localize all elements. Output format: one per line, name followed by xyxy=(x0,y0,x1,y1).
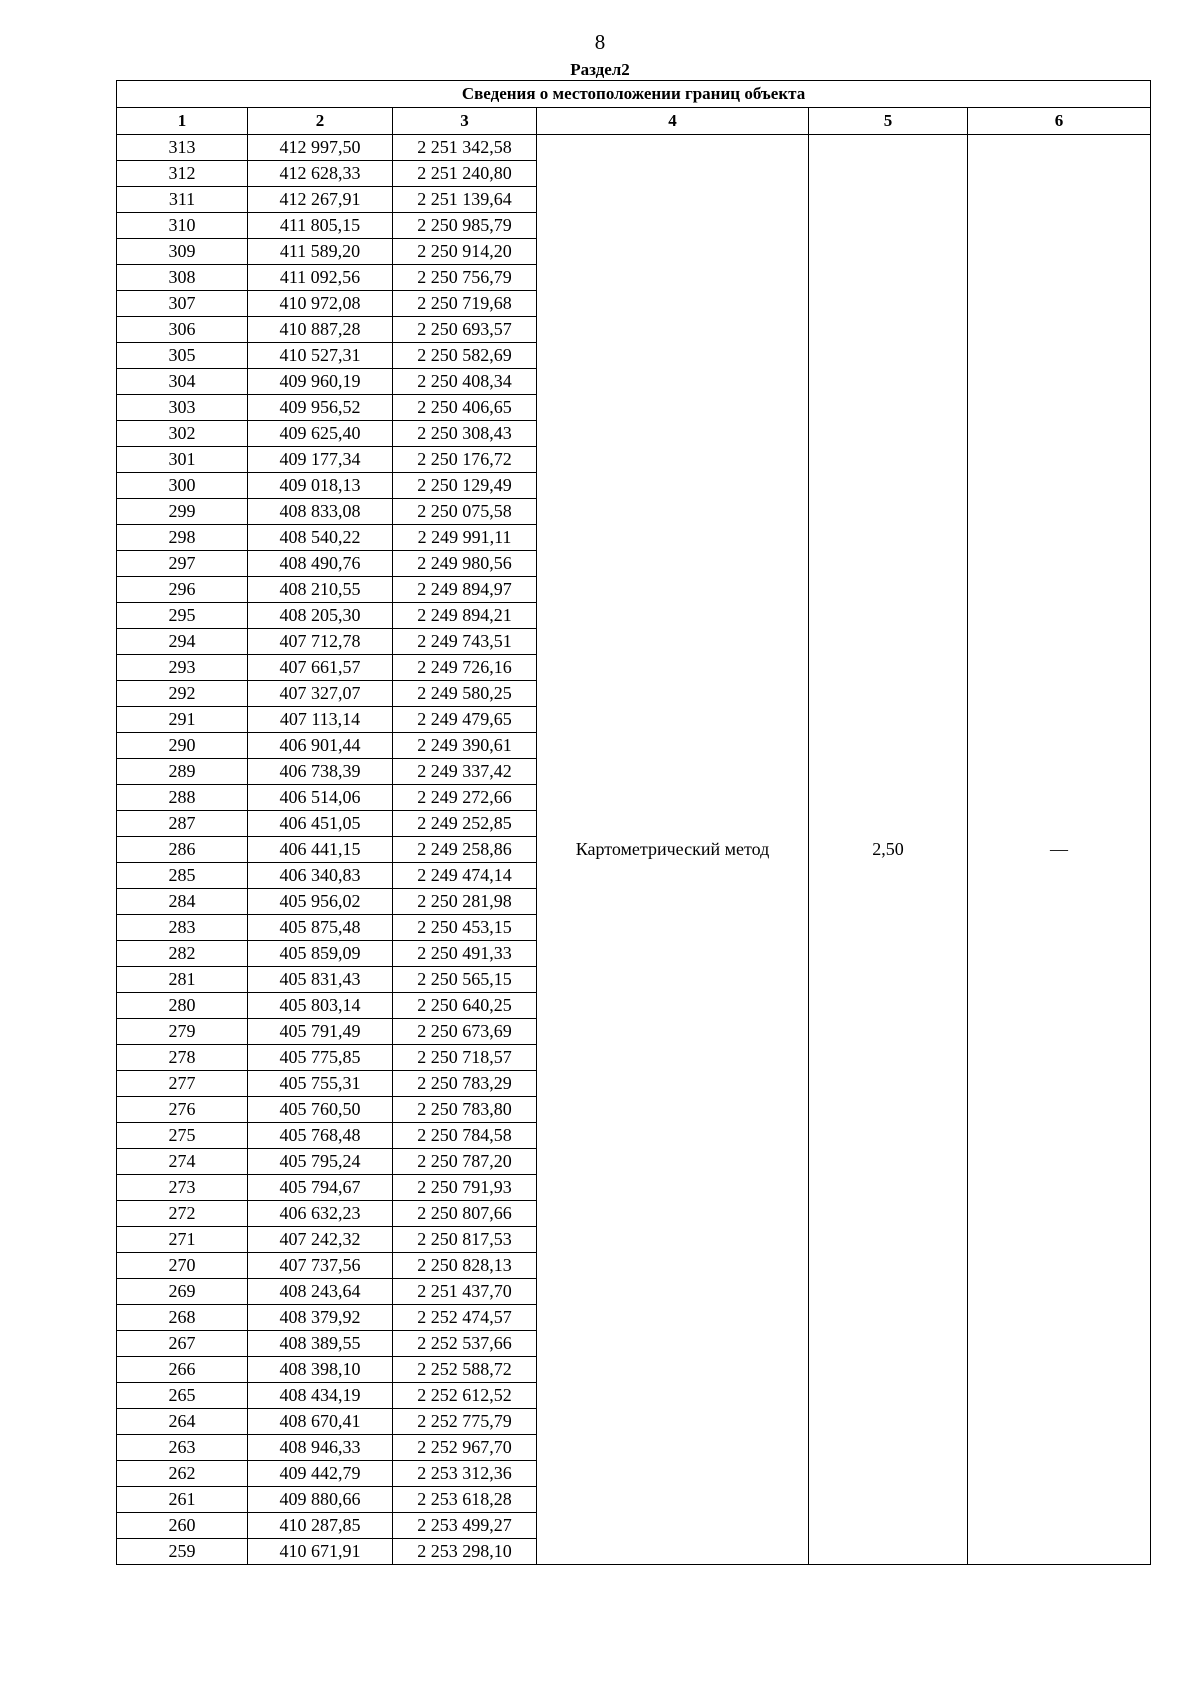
point-number-cell: 298 xyxy=(117,525,248,551)
y-coordinate-cell: 2 249 474,14 xyxy=(393,863,537,889)
y-coordinate-cell: 2 249 980,56 xyxy=(393,551,537,577)
column-header-4: 4 xyxy=(537,108,809,135)
point-number-cell: 262 xyxy=(117,1461,248,1487)
y-coordinate-cell: 2 249 726,16 xyxy=(393,655,537,681)
column-header-2: 2 xyxy=(248,108,393,135)
x-coordinate-cell: 410 972,08 xyxy=(248,291,393,317)
y-coordinate-cell: 2 251 240,80 xyxy=(393,161,537,187)
x-coordinate-cell: 412 267,91 xyxy=(248,187,393,213)
point-number-cell: 290 xyxy=(117,733,248,759)
y-coordinate-cell: 2 249 894,21 xyxy=(393,603,537,629)
point-number-cell: 294 xyxy=(117,629,248,655)
y-coordinate-cell: 2 252 588,72 xyxy=(393,1357,537,1383)
x-coordinate-cell: 407 737,56 xyxy=(248,1253,393,1279)
point-number-cell: 282 xyxy=(117,941,248,967)
x-coordinate-cell: 409 177,34 xyxy=(248,447,393,473)
y-coordinate-cell: 2 249 272,66 xyxy=(393,785,537,811)
y-coordinate-cell: 2 253 618,28 xyxy=(393,1487,537,1513)
table-body xyxy=(117,135,1151,1565)
x-coordinate-cell: 405 794,67 xyxy=(248,1175,393,1201)
y-coordinate-cell: 2 250 783,29 xyxy=(393,1071,537,1097)
y-coordinate-cell: 2 250 914,20 xyxy=(393,239,537,265)
y-coordinate-cell: 2 252 537,66 xyxy=(393,1331,537,1357)
x-coordinate-cell: 408 490,76 xyxy=(248,551,393,577)
x-coordinate-cell: 405 755,31 xyxy=(248,1071,393,1097)
column-header-5: 5 xyxy=(809,108,968,135)
x-coordinate-cell: 407 327,07 xyxy=(248,681,393,707)
y-coordinate-cell: 2 252 967,70 xyxy=(393,1435,537,1461)
y-coordinate-cell: 2 250 787,20 xyxy=(393,1149,537,1175)
y-coordinate-cell: 2 250 308,43 xyxy=(393,421,537,447)
x-coordinate-cell: 408 243,64 xyxy=(248,1279,393,1305)
page-number: 8 xyxy=(594,30,606,54)
y-coordinate-cell: 2 250 783,80 xyxy=(393,1097,537,1123)
point-number-cell: 297 xyxy=(117,551,248,577)
note-cell: — xyxy=(968,135,1151,1565)
x-coordinate-cell: 406 441,15 xyxy=(248,837,393,863)
column-header-6: 6 xyxy=(968,108,1151,135)
x-coordinate-cell: 408 833,08 xyxy=(248,499,393,525)
point-number-cell: 265 xyxy=(117,1383,248,1409)
y-coordinate-cell: 2 250 718,57 xyxy=(393,1045,537,1071)
point-number-cell: 283 xyxy=(117,915,248,941)
point-number-cell: 309 xyxy=(117,239,248,265)
y-coordinate-cell: 2 250 784,58 xyxy=(393,1123,537,1149)
point-number-cell: 259 xyxy=(117,1539,248,1565)
table-row xyxy=(117,135,1151,161)
point-number-cell: 263 xyxy=(117,1435,248,1461)
x-coordinate-cell: 405 760,50 xyxy=(248,1097,393,1123)
y-coordinate-cell: 2 250 640,25 xyxy=(393,993,537,1019)
y-coordinate-cell: 2 253 312,36 xyxy=(393,1461,537,1487)
y-coordinate-cell: 2 251 342,58 xyxy=(393,135,537,161)
point-number-cell: 279 xyxy=(117,1019,248,1045)
method-cell: Картометрический метод xyxy=(537,135,809,1565)
point-number-cell: 284 xyxy=(117,889,248,915)
column-header-3: 3 xyxy=(393,108,537,135)
point-number-cell: 264 xyxy=(117,1409,248,1435)
x-coordinate-cell: 408 670,41 xyxy=(248,1409,393,1435)
point-number-cell: 271 xyxy=(117,1227,248,1253)
point-number-cell: 310 xyxy=(117,213,248,239)
x-coordinate-cell: 405 956,02 xyxy=(248,889,393,915)
point-number-cell: 273 xyxy=(117,1175,248,1201)
x-coordinate-cell: 409 625,40 xyxy=(248,421,393,447)
column-header-1: 1 xyxy=(117,108,248,135)
point-number-cell: 302 xyxy=(117,421,248,447)
x-coordinate-cell: 409 956,52 xyxy=(248,395,393,421)
point-number-cell: 305 xyxy=(117,343,248,369)
point-number-cell: 300 xyxy=(117,473,248,499)
x-coordinate-cell: 408 210,55 xyxy=(248,577,393,603)
point-number-cell: 291 xyxy=(117,707,248,733)
y-coordinate-cell: 2 249 337,42 xyxy=(393,759,537,785)
point-number-cell: 275 xyxy=(117,1123,248,1149)
section-title: Раздел2 xyxy=(570,60,630,79)
y-coordinate-cell: 2 250 129,49 xyxy=(393,473,537,499)
point-number-cell: 296 xyxy=(117,577,248,603)
y-coordinate-cell: 2 251 437,70 xyxy=(393,1279,537,1305)
y-coordinate-cell: 2 250 491,33 xyxy=(393,941,537,967)
y-coordinate-cell: 2 253 298,10 xyxy=(393,1539,537,1565)
point-number-cell: 312 xyxy=(117,161,248,187)
x-coordinate-cell: 408 379,92 xyxy=(248,1305,393,1331)
point-number-cell: 269 xyxy=(117,1279,248,1305)
point-number-cell: 281 xyxy=(117,967,248,993)
x-coordinate-cell: 406 451,05 xyxy=(248,811,393,837)
point-number-cell: 267 xyxy=(117,1331,248,1357)
y-coordinate-cell: 2 250 791,93 xyxy=(393,1175,537,1201)
x-coordinate-cell: 409 960,19 xyxy=(248,369,393,395)
x-coordinate-cell: 405 768,48 xyxy=(248,1123,393,1149)
y-coordinate-cell: 2 252 775,79 xyxy=(393,1409,537,1435)
y-coordinate-cell: 2 250 828,13 xyxy=(393,1253,537,1279)
y-coordinate-cell: 2 250 075,58 xyxy=(393,499,537,525)
x-coordinate-cell: 406 738,39 xyxy=(248,759,393,785)
point-number-cell: 260 xyxy=(117,1513,248,1539)
y-coordinate-cell: 2 250 406,65 xyxy=(393,395,537,421)
x-coordinate-cell: 408 434,19 xyxy=(248,1383,393,1409)
point-number-cell: 285 xyxy=(117,863,248,889)
x-coordinate-cell: 406 340,83 xyxy=(248,863,393,889)
y-coordinate-cell: 2 249 479,65 xyxy=(393,707,537,733)
point-number-cell: 276 xyxy=(117,1097,248,1123)
y-coordinate-cell: 2 250 693,57 xyxy=(393,317,537,343)
x-coordinate-cell: 410 671,91 xyxy=(248,1539,393,1565)
x-coordinate-cell: 405 831,43 xyxy=(248,967,393,993)
x-coordinate-cell: 405 859,09 xyxy=(248,941,393,967)
x-coordinate-cell: 408 205,30 xyxy=(248,603,393,629)
point-number-cell: 288 xyxy=(117,785,248,811)
x-coordinate-cell: 407 712,78 xyxy=(248,629,393,655)
x-coordinate-cell: 412 628,33 xyxy=(248,161,393,187)
y-coordinate-cell: 2 249 743,51 xyxy=(393,629,537,655)
x-coordinate-cell: 411 092,56 xyxy=(248,265,393,291)
point-number-cell: 299 xyxy=(117,499,248,525)
y-coordinate-cell: 2 252 474,57 xyxy=(393,1305,537,1331)
point-number-cell: 306 xyxy=(117,317,248,343)
y-coordinate-cell: 2 250 565,15 xyxy=(393,967,537,993)
point-number-cell: 307 xyxy=(117,291,248,317)
point-number-cell: 266 xyxy=(117,1357,248,1383)
x-coordinate-cell: 411 589,20 xyxy=(248,239,393,265)
y-coordinate-cell: 2 252 612,52 xyxy=(393,1383,537,1409)
x-coordinate-cell: 405 775,85 xyxy=(248,1045,393,1071)
x-coordinate-cell: 406 514,06 xyxy=(248,785,393,811)
y-coordinate-cell: 2 250 176,72 xyxy=(393,447,537,473)
x-coordinate-cell: 408 389,55 xyxy=(248,1331,393,1357)
x-coordinate-cell: 407 242,32 xyxy=(248,1227,393,1253)
x-coordinate-cell: 410 887,28 xyxy=(248,317,393,343)
y-coordinate-cell: 2 250 408,34 xyxy=(393,369,537,395)
y-coordinate-cell: 2 250 582,69 xyxy=(393,343,537,369)
x-coordinate-cell: 408 540,22 xyxy=(248,525,393,551)
y-coordinate-cell: 2 249 390,61 xyxy=(393,733,537,759)
x-coordinate-cell: 407 661,57 xyxy=(248,655,393,681)
y-coordinate-cell: 2 251 139,64 xyxy=(393,187,537,213)
x-coordinate-cell: 405 803,14 xyxy=(248,993,393,1019)
point-number-cell: 286 xyxy=(117,837,248,863)
point-number-cell: 274 xyxy=(117,1149,248,1175)
y-coordinate-cell: 2 250 673,69 xyxy=(393,1019,537,1045)
point-number-cell: 303 xyxy=(117,395,248,421)
table-caption: Сведения о местоположении границ объекта xyxy=(117,81,1151,108)
x-coordinate-cell: 406 901,44 xyxy=(248,733,393,759)
x-coordinate-cell: 407 113,14 xyxy=(248,707,393,733)
x-coordinate-cell: 406 632,23 xyxy=(248,1201,393,1227)
column-header-row xyxy=(117,108,1151,135)
y-coordinate-cell: 2 249 894,97 xyxy=(393,577,537,603)
point-number-cell: 308 xyxy=(117,265,248,291)
point-number-cell: 272 xyxy=(117,1201,248,1227)
x-coordinate-cell: 405 791,49 xyxy=(248,1019,393,1045)
y-coordinate-cell: 2 249 580,25 xyxy=(393,681,537,707)
y-coordinate-cell: 2 250 281,98 xyxy=(393,889,537,915)
y-coordinate-cell: 2 250 756,79 xyxy=(393,265,537,291)
x-coordinate-cell: 409 018,13 xyxy=(248,473,393,499)
y-coordinate-cell: 2 250 719,68 xyxy=(393,291,537,317)
y-coordinate-cell: 2 250 453,15 xyxy=(393,915,537,941)
x-coordinate-cell: 410 527,31 xyxy=(248,343,393,369)
point-number-cell: 295 xyxy=(117,603,248,629)
point-number-cell: 293 xyxy=(117,655,248,681)
y-coordinate-cell: 2 250 817,53 xyxy=(393,1227,537,1253)
boundary-table xyxy=(116,80,1151,1565)
point-number-cell: 270 xyxy=(117,1253,248,1279)
x-coordinate-cell: 409 880,66 xyxy=(248,1487,393,1513)
y-coordinate-cell: 2 250 985,79 xyxy=(393,213,537,239)
x-coordinate-cell: 409 442,79 xyxy=(248,1461,393,1487)
point-number-cell: 277 xyxy=(117,1071,248,1097)
x-coordinate-cell: 405 875,48 xyxy=(248,915,393,941)
y-coordinate-cell: 2 249 252,85 xyxy=(393,811,537,837)
x-coordinate-cell: 408 398,10 xyxy=(248,1357,393,1383)
y-coordinate-cell: 2 253 499,27 xyxy=(393,1513,537,1539)
point-number-cell: 278 xyxy=(117,1045,248,1071)
point-number-cell: 301 xyxy=(117,447,248,473)
point-number-cell: 261 xyxy=(117,1487,248,1513)
point-number-cell: 313 xyxy=(117,135,248,161)
point-number-cell: 268 xyxy=(117,1305,248,1331)
point-number-cell: 304 xyxy=(117,369,248,395)
point-number-cell: 289 xyxy=(117,759,248,785)
point-number-cell: 287 xyxy=(117,811,248,837)
point-number-cell: 280 xyxy=(117,993,248,1019)
y-coordinate-cell: 2 249 258,86 xyxy=(393,837,537,863)
x-coordinate-cell: 408 946,33 xyxy=(248,1435,393,1461)
y-coordinate-cell: 2 249 991,11 xyxy=(393,525,537,551)
x-coordinate-cell: 412 997,50 xyxy=(248,135,393,161)
y-coordinate-cell: 2 250 807,66 xyxy=(393,1201,537,1227)
point-number-cell: 311 xyxy=(117,187,248,213)
x-coordinate-cell: 411 805,15 xyxy=(248,213,393,239)
point-number-cell: 292 xyxy=(117,681,248,707)
x-coordinate-cell: 405 795,24 xyxy=(248,1149,393,1175)
accuracy-cell: 2,50 xyxy=(809,135,968,1565)
x-coordinate-cell: 410 287,85 xyxy=(248,1513,393,1539)
